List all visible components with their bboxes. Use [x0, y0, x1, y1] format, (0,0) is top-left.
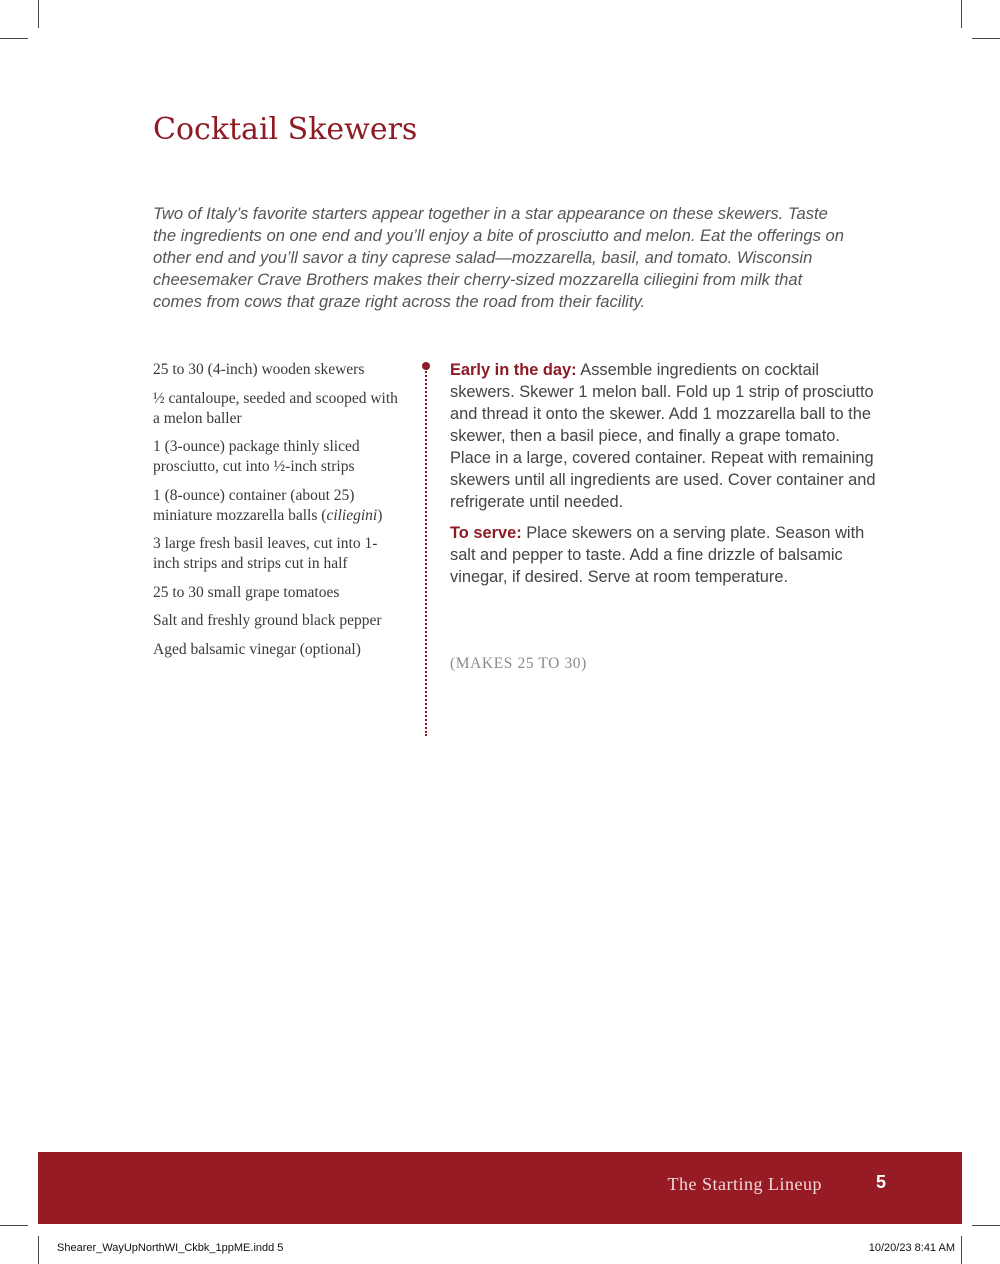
direction-step	[450, 522, 882, 588]
recipe-yield: (MAKES 25 TO 30)	[450, 655, 587, 672]
direction-step	[450, 359, 882, 513]
slug-filename: Shearer_WayUpNorthWI_Ckbk_1ppME.indd 5	[57, 1242, 284, 1254]
ingredient-item: 3 large fresh basil leaves, cut into 1-inch strips and strips cut in half	[153, 535, 378, 572]
ingredient-item: 25 to 30 (4-inch) wooden skewers	[153, 361, 365, 378]
recipe-title: Cocktail Skewers	[153, 112, 418, 147]
step-text: Assemble ingredients on cocktail skewers. Skewer 1 melon ball. Fold up 1 strip of prosciutto and thread it onto the skewer. Add 1 mozzarella ball to the skewer, then a basil piece, and finally a grape tomato. Place in a large, covered container. Repeat with remaining skewers until all ingredients are used. Cover container and refrigerate until needed.	[450, 361, 876, 511]
directions	[450, 359, 882, 597]
crop-mark	[0, 1225, 28, 1226]
crop-mark	[972, 1225, 1000, 1226]
crop-mark	[38, 0, 39, 28]
crop-mark	[0, 38, 28, 39]
crop-mark	[38, 1236, 39, 1264]
step-label: Early in the day:	[450, 361, 577, 379]
ingredient-item: Aged balsamic vinegar (optional)	[153, 640, 361, 658]
ingredient-item: ½ cantaloupe, seeded and scooped with a melon baller	[153, 389, 398, 427]
column-divider	[425, 368, 427, 736]
slug-timestamp: 10/20/23 8:41 AM	[868, 1242, 955, 1254]
chapter-title: The Starting Lineup	[667, 1174, 822, 1194]
ingredient-item: 25 to 30 small grape tomatoes	[153, 583, 340, 601]
page-number: 5	[875, 1172, 886, 1192]
ingredient-list	[153, 360, 398, 668]
crop-mark	[961, 0, 962, 28]
ingredient-item: 1 (8-ounce) container (about 25) miniature mozzarella balls (ciliegini)	[153, 486, 383, 524]
step-label: To serve:	[450, 524, 522, 542]
step-text: Place skewers on a serving plate. Season with salt and pepper to taste. Add a fine drizzle of balsamic vinegar, if desired. Serve at room temperature.	[450, 524, 865, 586]
ingredient-item: Salt and freshly ground black pepper	[153, 612, 382, 629]
ingredient-italic-term: ciliegini	[326, 506, 378, 524]
ingredient-item: 1 (3-ounce) package thinly sliced prosciutto, cut into ½-inch strips	[153, 438, 360, 475]
crop-mark	[972, 38, 1000, 39]
footer-band	[38, 1152, 962, 1224]
crop-mark	[961, 1236, 962, 1264]
recipe-intro: Two of Italy’s favorite starters appear together in a star appearance on these skewers. Taste the ingredients on one end and you’ll enjoy a bite of prosciutto and melon. Eat the offerings on other end and you’ll savor a tiny caprese salad—mozzarella, basil, and tomato. Wisconsin cheesemaker Crave Brothers makes their cherry-sized mozzarella ciliegini from milk that comes from cows that graze right across the road from their facility.	[153, 204, 844, 311]
